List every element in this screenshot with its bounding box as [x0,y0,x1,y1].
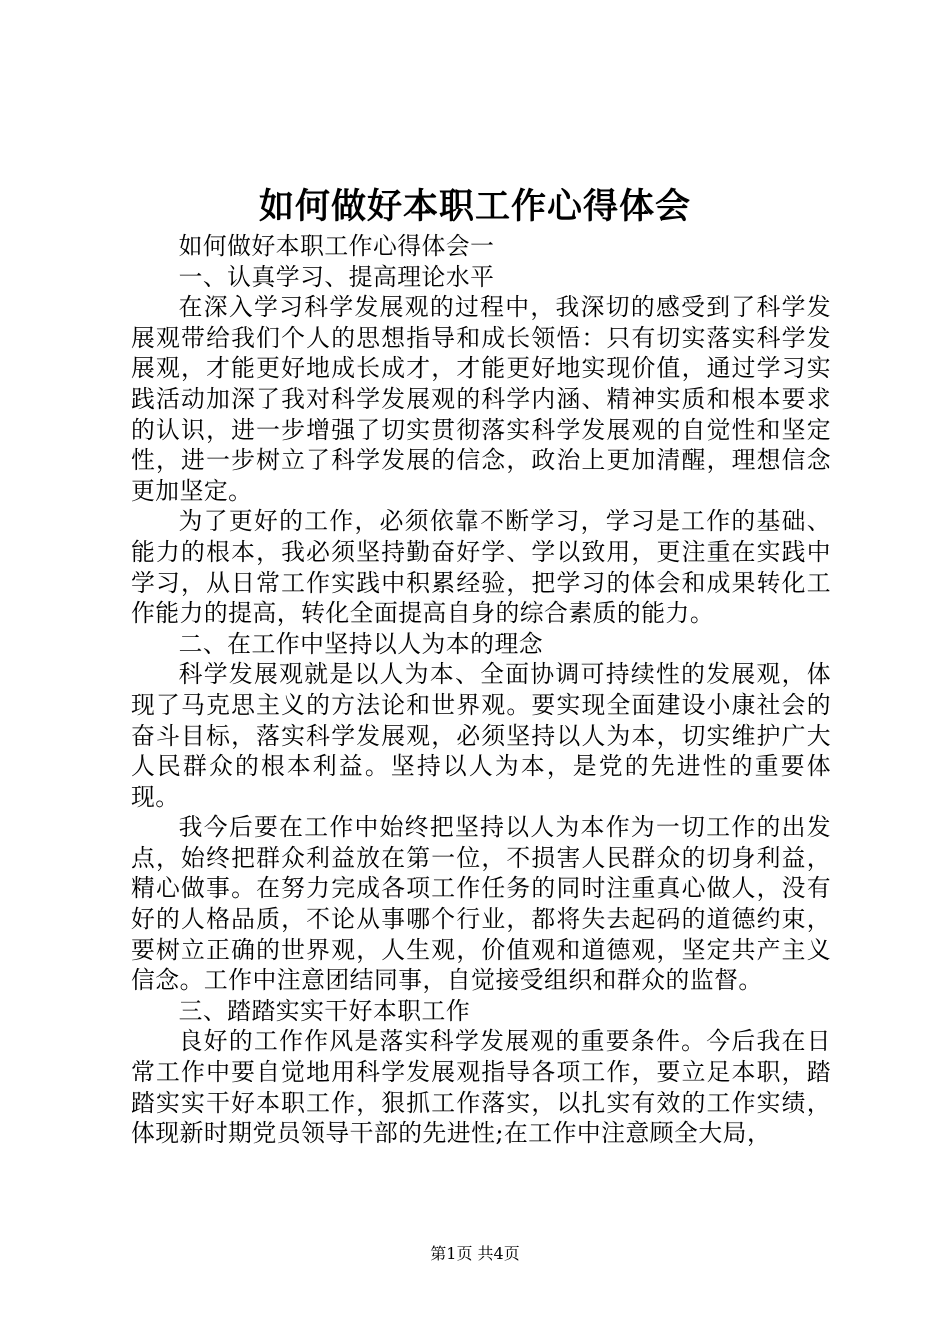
paragraph: 我今后要在工作中始终把坚持以人为本作为一切工作的出发点，始终把群众利益放在第一位，不损害人民群众的切身利益，精心做事。在努力完成各项工作任务的同时注重真心做人，没有好的人格品质，不论从事哪个行业，都将失去起码的道德约束，要树立正确的世界观，人生观，价值观和道德观，坚定共产主义信念。工作中注意团结同事，自觉接受组织和群众的监督。 [131,813,831,995]
paragraph: 为了更好的工作，必须依靠不断学习，学习是工作的基础、能力的根本，我必须坚持勤奋好学、学以致用，更注重在实践中学习，从日常工作实践中积累经验，把学习的体会和成果转化工作能力的提高，转化全面提高自身的综合素质的能力。 [131,507,831,628]
paragraph: 良好的工作作风是落实科学发展观的重要条件。今后我在日常工作中要自觉地用科学发展观指导各项工作，要立足本职，踏踏实实干好本职工作，狠抓工作落实，以扎实有效的工作实绩，体现新时期党员领导干部的先进性;在工作中注意顾全大局， [131,1027,831,1148]
page-footer: 第1页 共4页 [430,1244,520,1263]
subtitle: 如何做好本职工作心得体会一 [178,232,495,260]
section-heading-1: 一、认真学习、提高理论水平 [178,262,495,291]
page-title: 如何做好本职工作心得体会 [258,186,691,227]
paragraph: 在深入学习科学发展观的过程中，我深切的感受到了科学发展观带给我们个人的思想指导和成长领悟：只有切实落实科学发展观，才能更好地成长成才，才能更好地实现价值，通过学习实践活动加深了我对科学发展观的科学内涵、精神实质和根本要求的认识，进一步增强了切实贯彻落实科学发展观的自觉性和坚定性，进一步树立了科学发展的信念，政治上更加清醒，理想信念更加坚定。 [131,293,831,505]
section-heading-3: 三、踏踏实实干好本职工作 [178,996,471,1025]
document-body [131,231,831,1149]
section-heading-2: 二、在工作中坚持以人为本的理念 [178,629,544,658]
paragraph: 科学发展观就是以人为本、全面协调可持续性的发展观，体现了马克思主义的方法论和世界观。要实现全面建设小康社会的奋斗目标，落实科学发展观，必须坚持以人为本，切实维护广大人民群众的根本利益。坚持以人为本，是党的先进性的重要体现。 [131,660,831,811]
